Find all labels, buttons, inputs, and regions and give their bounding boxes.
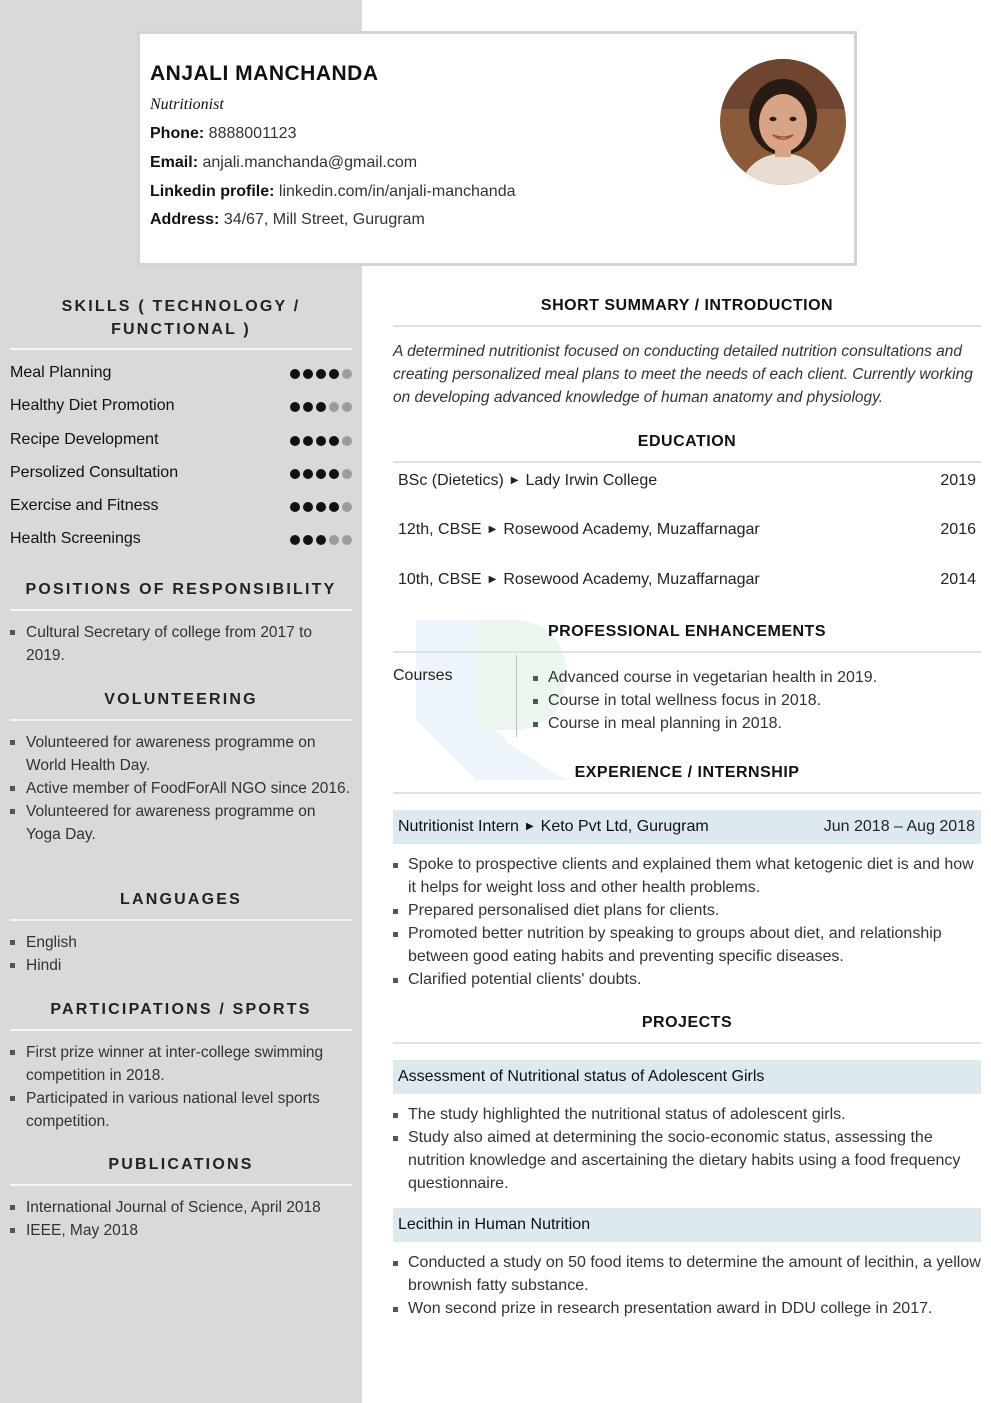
volunteering-divider — [10, 719, 352, 721]
education-school: Rosewood Academy, Muzaffarnagar — [503, 521, 760, 538]
education-row — [398, 571, 976, 589]
list-item: The study highlighted the nutritional status of adolescent girls. — [393, 1103, 981, 1126]
publications-title: PUBLICATIONS — [108, 1156, 254, 1173]
rating-dot-empty-icon — [342, 436, 352, 446]
project-header — [393, 1208, 981, 1242]
list-item: Study also aimed at determining the socio-economic status, assessing the nutrition knowledge and ascertaining the dietary habits using a food frequency questionnaire. — [393, 1126, 981, 1195]
projects-title: PROJECTS — [641, 1014, 733, 1031]
address-value: 34/67, Mill Street, Gurugram — [223, 211, 425, 228]
positions-title: POSITIONS OF RESPONSIBILITY — [25, 581, 337, 598]
skill-rating — [290, 469, 352, 479]
enhancements-divider — [393, 651, 981, 653]
participations-title: PARTICIPATIONS / SPORTS — [50, 1001, 312, 1018]
participations-divider — [10, 1029, 352, 1031]
rating-dot-filled-icon — [316, 369, 326, 379]
education-divider — [393, 461, 981, 463]
rating-dot-empty-icon — [342, 402, 352, 412]
rating-dot-filled-icon — [290, 369, 300, 379]
list-item: Cultural Secretary of college from 2017 to 2019. — [10, 621, 352, 667]
skill-label: Health Screenings — [10, 530, 141, 547]
list-item: Won second prize in research presentation award in DDU college in 2017. — [393, 1297, 981, 1320]
summary-divider — [393, 325, 981, 327]
skills-title-line2: FUNCTIONAL ) — [111, 321, 251, 338]
rating-dot-filled-icon — [329, 469, 339, 479]
skill-row — [10, 528, 352, 552]
education-degree: BSc (Dietetics) — [398, 472, 504, 489]
rating-dot-empty-icon — [342, 502, 352, 512]
education-degree: 10th, CBSE — [398, 571, 482, 588]
publications-divider — [10, 1184, 352, 1186]
experience-list — [393, 853, 981, 991]
list-item: International Journal of Science, April 2018 — [10, 1196, 352, 1219]
participations-list — [10, 1041, 352, 1133]
rating-dot-empty-icon — [342, 469, 352, 479]
project-points — [393, 1251, 981, 1320]
header-card — [137, 31, 857, 266]
skill-label: Meal Planning — [10, 364, 112, 381]
courses-label: Courses — [393, 667, 453, 684]
skill-rating — [290, 535, 352, 545]
skill-rating — [290, 369, 352, 379]
triangle-right-icon: ▶ — [525, 821, 534, 832]
skill-row — [10, 429, 352, 453]
publications-list — [10, 1196, 352, 1242]
skill-row — [10, 362, 352, 386]
volunteering-list — [10, 731, 352, 846]
linkedin-value[interactable]: linkedin.com/in/anjali-manchanda — [278, 183, 516, 200]
project-list-wrap — [393, 1251, 981, 1320]
languages-list — [10, 931, 352, 977]
list-item: Volunteered for awareness programme on Yoga Day. — [10, 800, 352, 846]
rating-dot-filled-icon — [290, 436, 300, 446]
rating-dot-filled-icon — [316, 436, 326, 446]
list-item: Course in meal planning in 2018. — [533, 712, 973, 735]
experience-company: Keto Pvt Ltd, Gurugram — [540, 818, 709, 835]
project-name: Lecithin in Human Nutrition — [398, 1216, 591, 1233]
skill-label: Persolized Consultation — [10, 464, 179, 481]
list-item: IEEE, May 2018 — [10, 1219, 352, 1242]
list-item: Course in total wellness focus in 2018. — [533, 689, 973, 712]
experience-divider — [393, 792, 981, 794]
experience-title: EXPERIENCE / INTERNSHIP — [574, 764, 800, 781]
skill-rating — [290, 502, 352, 512]
experience-dates: Jun 2018 – Aug 2018 — [823, 818, 975, 835]
triangle-right-icon: ▶ — [488, 574, 497, 585]
experience-list-wrap — [393, 853, 981, 991]
summary-title: SHORT SUMMARY / INTRODUCTION — [540, 297, 834, 314]
address-line — [150, 211, 425, 229]
rating-dot-filled-icon — [303, 402, 313, 412]
rating-dot-filled-icon — [303, 469, 313, 479]
list-item: Promoted better nutrition by speaking to groups about diet, and relationship between good eating habits and preventing specific diseases. — [393, 922, 981, 968]
education-row — [398, 472, 976, 490]
experience-role: Nutritionist Intern — [398, 818, 519, 835]
skill-rating — [290, 402, 352, 412]
candidate-title: Nutritionist — [150, 96, 224, 113]
education-year: 2014 — [940, 571, 976, 588]
rating-dot-empty-icon — [342, 535, 352, 545]
enhancements-title: PROFESSIONAL ENHANCEMENTS — [547, 623, 826, 640]
volunteering-title: VOLUNTEERING — [104, 691, 258, 708]
rating-dot-empty-icon — [342, 369, 352, 379]
languages-section — [10, 888, 352, 977]
project-points — [393, 1103, 981, 1195]
list-item: Hindi — [10, 954, 352, 977]
skill-rating — [290, 436, 352, 446]
email-value[interactable]: anjali.manchanda@gmail.com — [202, 154, 418, 171]
skills-title-line1: SKILLS ( TECHNOLOGY / — [61, 298, 301, 315]
rating-dot-filled-icon — [303, 436, 313, 446]
triangle-right-icon: ▶ — [488, 524, 497, 535]
email-line — [150, 154, 417, 172]
list-item: Spoke to prospective clients and explained them what ketogenic diet is and how it helps for weight loss and other health problems. — [393, 853, 981, 899]
profile-photo — [720, 59, 846, 185]
summary-text: A determined nutritionist focused on conducting detailed nutrition consultations and creating personalized meal plans to meet the needs of each client. Currently working on developing advanced knowledge of human anatomy and physiology. — [393, 343, 973, 406]
phone-label: Phone: — [150, 125, 205, 142]
education-school: Lady Irwin College — [525, 472, 658, 489]
rating-dot-empty-icon — [329, 402, 339, 412]
list-item: First prize winner at inter-college swimming competition in 2018. — [10, 1041, 352, 1087]
rating-dot-filled-icon — [290, 469, 300, 479]
list-item: Active member of FoodForAll NGO since 2016. — [10, 777, 352, 800]
rating-dot-filled-icon — [303, 502, 313, 512]
rating-dot-filled-icon — [329, 502, 339, 512]
rating-dot-filled-icon — [316, 469, 326, 479]
rating-dot-filled-icon — [329, 436, 339, 446]
linkedin-line — [150, 183, 515, 201]
projects-divider — [393, 1042, 981, 1044]
rating-dot-empty-icon — [329, 535, 339, 545]
education-year: 2019 — [940, 472, 976, 489]
rating-dot-filled-icon — [316, 535, 326, 545]
list-item: Volunteered for awareness programme on World Health Day. — [10, 731, 352, 777]
courses-list — [533, 666, 973, 735]
skill-label: Exercise and Fitness — [10, 497, 159, 514]
courses-divider — [516, 655, 517, 737]
phone-value: 8888001123 — [208, 125, 297, 142]
languages-divider — [10, 919, 352, 921]
phone-line — [150, 125, 296, 143]
education-year: 2016 — [940, 521, 976, 538]
list-item: Advanced course in vegetarian health in 2019. — [533, 666, 973, 689]
rating-dot-filled-icon — [290, 535, 300, 545]
email-label: Email: — [150, 154, 199, 171]
skills-divider — [10, 348, 352, 350]
education-title: EDUCATION — [637, 433, 737, 450]
project-list-wrap — [393, 1103, 981, 1195]
courses-list-wrap — [533, 666, 973, 735]
languages-title: LANGUAGES — [119, 891, 243, 908]
rating-dot-filled-icon — [290, 402, 300, 412]
project-header — [393, 1060, 981, 1094]
rating-dot-filled-icon — [290, 502, 300, 512]
skill-label: Healthy Diet Promotion — [10, 397, 175, 414]
positions-list — [10, 621, 352, 667]
list-item: Conducted a study on 50 food items to determine the amount of lecithin, a yellow brownish fatty substance. — [393, 1251, 981, 1297]
address-label: Address: — [150, 211, 220, 228]
volunteering-section — [10, 688, 352, 846]
rating-dot-filled-icon — [316, 502, 326, 512]
list-item: Participated in various national level sports competition. — [10, 1087, 352, 1133]
publications-section — [10, 1153, 352, 1242]
profile-photo-icon — [720, 59, 846, 185]
skills-title — [10, 295, 352, 341]
experience-role-company — [398, 818, 709, 836]
list-item: Prepared personalised diet plans for clients. — [393, 899, 981, 922]
skill-row — [10, 395, 352, 419]
linkedin-label: Linkedin profile: — [150, 183, 275, 200]
skills-section — [10, 295, 352, 341]
positions-divider — [10, 609, 352, 611]
participations-section — [10, 998, 352, 1133]
project-name: Assessment of Nutritional status of Adolescent Girls — [398, 1068, 765, 1085]
rating-dot-filled-icon — [329, 369, 339, 379]
positions-section — [10, 578, 352, 667]
rating-dot-filled-icon — [303, 535, 313, 545]
experience-header — [393, 810, 981, 844]
list-item: English — [10, 931, 352, 954]
rating-dot-filled-icon — [316, 402, 326, 412]
skill-row — [10, 462, 352, 486]
triangle-right-icon: ▶ — [510, 475, 519, 486]
rating-dot-filled-icon — [303, 369, 313, 379]
skill-row — [10, 495, 352, 519]
education-row — [398, 521, 976, 539]
skill-label: Recipe Development — [10, 431, 159, 448]
list-item: Clarified potential clients' doubts. — [393, 968, 981, 991]
candidate-name: ANJALI MANCHANDA — [150, 62, 379, 85]
education-degree: 12th, CBSE — [398, 521, 482, 538]
education-school: Rosewood Academy, Muzaffarnagar — [503, 571, 760, 588]
